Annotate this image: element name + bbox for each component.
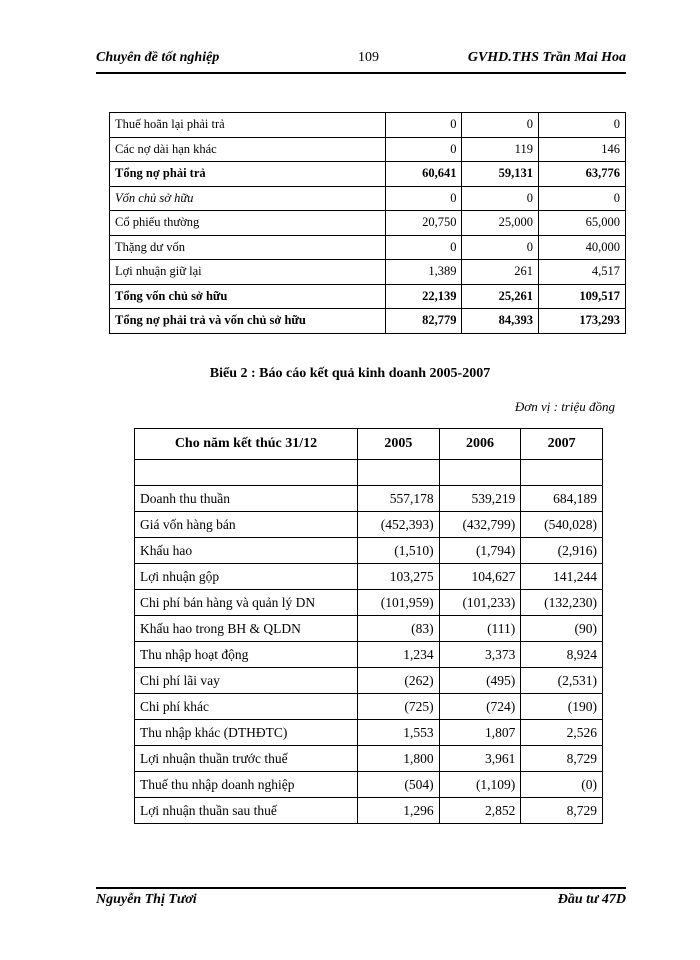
column-header-2005: 2005 [358,429,440,460]
value-2006: 0 [462,113,538,138]
table-row [110,113,626,138]
value-2007: 684,189 [521,486,603,512]
value-2006: 0 [462,235,538,260]
value-2006: 84,393 [462,309,538,334]
row-label: Tổng nợ phải trả [110,162,386,187]
value-2007: 109,517 [538,284,625,309]
row-label: Lợi nhuận giữ lại [110,260,386,285]
value-2005: 0 [386,186,462,211]
value-2006: 104,627 [439,564,521,590]
value-2006: 0 [462,186,538,211]
row-label [135,460,358,486]
value-2007: (90) [521,616,603,642]
value-2007: 0 [538,113,625,138]
value-2005: 1,296 [358,798,440,824]
value-2005: 22,139 [386,284,462,309]
value-2007: 4,517 [538,260,625,285]
header-rule [96,72,626,74]
value-2005: 0 [386,137,462,162]
value-2007: (190) [521,694,603,720]
value-2007: 173,293 [538,309,625,334]
row-label: Thặng dư vốn [110,235,386,260]
value-2006: 3,961 [439,746,521,772]
value-2005: 0 [386,113,462,138]
value-2006: (1,109) [439,772,521,798]
table-row [110,211,626,236]
value-2005: 0 [386,235,462,260]
table-row [135,590,603,616]
value-2006: 261 [462,260,538,285]
value-2007: (540,028) [521,512,603,538]
row-label: Thuế thu nhập doanh nghiệp [135,772,358,798]
value-2007: (2,531) [521,668,603,694]
value-2007: 146 [538,137,625,162]
value-2006: 1,807 [439,720,521,746]
value-2005: (1,510) [358,538,440,564]
table-row [135,642,603,668]
table-row [135,564,603,590]
value-2007: (2,916) [521,538,603,564]
row-label: Khấu hao [135,538,358,564]
value-2005: (83) [358,616,440,642]
value-2007: 40,000 [538,235,625,260]
table-row [135,772,603,798]
value-2006: 2,852 [439,798,521,824]
footer-author: Nguyễn Thị Tươi [96,892,197,907]
balance-sheet-table [109,112,626,334]
row-label: Lợi nhuận thuần trước thuế [135,746,358,772]
income-statement-table [134,428,603,824]
value-2007: 8,729 [521,746,603,772]
value-2005: 103,275 [358,564,440,590]
row-label: Các nợ dài hạn khác [110,137,386,162]
value-2006: 25,261 [462,284,538,309]
table-row [110,309,626,334]
value-2007: 63,776 [538,162,625,187]
table-row [135,512,603,538]
table-row [135,616,603,642]
value-2005: 557,178 [358,486,440,512]
column-header-label: Cho năm kết thúc 31/12 [135,429,358,460]
value-2005: 1,800 [358,746,440,772]
column-header-2006: 2006 [439,429,521,460]
value-2006: 119 [462,137,538,162]
value-2006: 59,131 [462,162,538,187]
value-2005: 60,641 [386,162,462,187]
row-label: Chi phí lãi vay [135,668,358,694]
row-label: Thuế hoãn lại phải trả [110,113,386,138]
row-label: Giá vốn hàng bán [135,512,358,538]
value-2005: 1,234 [358,642,440,668]
page-footer [96,892,626,912]
table-row [110,284,626,309]
value-2006: (1,794) [439,538,521,564]
value-2005 [358,460,440,486]
value-2007: 65,000 [538,211,625,236]
value-2005: (725) [358,694,440,720]
table-row [135,486,603,512]
footer-class: Đầu tư 47D [557,892,626,907]
row-label: Vốn chủ sở hữu [110,186,386,211]
page-number: 109 [358,50,379,65]
value-2005: 1,553 [358,720,440,746]
row-label: Lợi nhuận thuần sau thuế [135,798,358,824]
table-row [135,694,603,720]
unit-note: Đơn vị : triệu đồng [514,399,615,414]
value-2006: (495) [439,668,521,694]
column-header-2007: 2007 [521,429,603,460]
value-2006: 25,000 [462,211,538,236]
header-topic: Chuyên đề tốt nghiệp [96,50,220,65]
table-header-row [135,429,603,460]
table-row [110,260,626,285]
table-row [110,186,626,211]
value-2006: 3,373 [439,642,521,668]
value-2005: 82,779 [386,309,462,334]
value-2007 [521,460,603,486]
value-2006: (101,233) [439,590,521,616]
value-2007: 2,526 [521,720,603,746]
page-header [96,50,626,72]
value-2005: (504) [358,772,440,798]
row-label: Chi phí khác [135,694,358,720]
table-row [110,162,626,187]
value-2006: 539,219 [439,486,521,512]
value-2005: 1,389 [386,260,462,285]
value-2007: (132,230) [521,590,603,616]
table-row [135,746,603,772]
table-row [135,668,603,694]
table-row [110,137,626,162]
value-2006: (724) [439,694,521,720]
table-row [135,460,603,486]
income-statement-title: Biểu 2 : Báo cáo kết quả kinh doanh 2005-2007 [209,366,491,381]
footer-rule [96,887,626,889]
table-row [135,538,603,564]
value-2005: (101,959) [358,590,440,616]
table-row [135,720,603,746]
row-label: Lợi nhuận gộp [135,564,358,590]
row-label: Khấu hao trong BH & QLDN [135,616,358,642]
value-2006: (111) [439,616,521,642]
value-2006: (432,799) [439,512,521,538]
value-2007: 8,729 [521,798,603,824]
row-label: Tổng vốn chủ sở hữu [110,284,386,309]
row-label: Thu nhập hoạt động [135,642,358,668]
value-2007: 0 [538,186,625,211]
value-2007: 141,244 [521,564,603,590]
row-label: Thu nhập khác (DTHĐTC) [135,720,358,746]
table-row [135,798,603,824]
value-2005: 20,750 [386,211,462,236]
value-2007: (0) [521,772,603,798]
row-label: Tổng nợ phải trả và vốn chủ sở hữu [110,309,386,334]
value-2007: 8,924 [521,642,603,668]
value-2005: (452,393) [358,512,440,538]
row-label: Chi phí bán hàng và quản lý DN [135,590,358,616]
value-2006 [439,460,521,486]
header-supervisor: GVHD.THS Trần Mai Hoa [467,50,626,65]
table-row [110,235,626,260]
row-label: Cổ phiếu thường [110,211,386,236]
row-label: Doanh thu thuần [135,486,358,512]
value-2005: (262) [358,668,440,694]
